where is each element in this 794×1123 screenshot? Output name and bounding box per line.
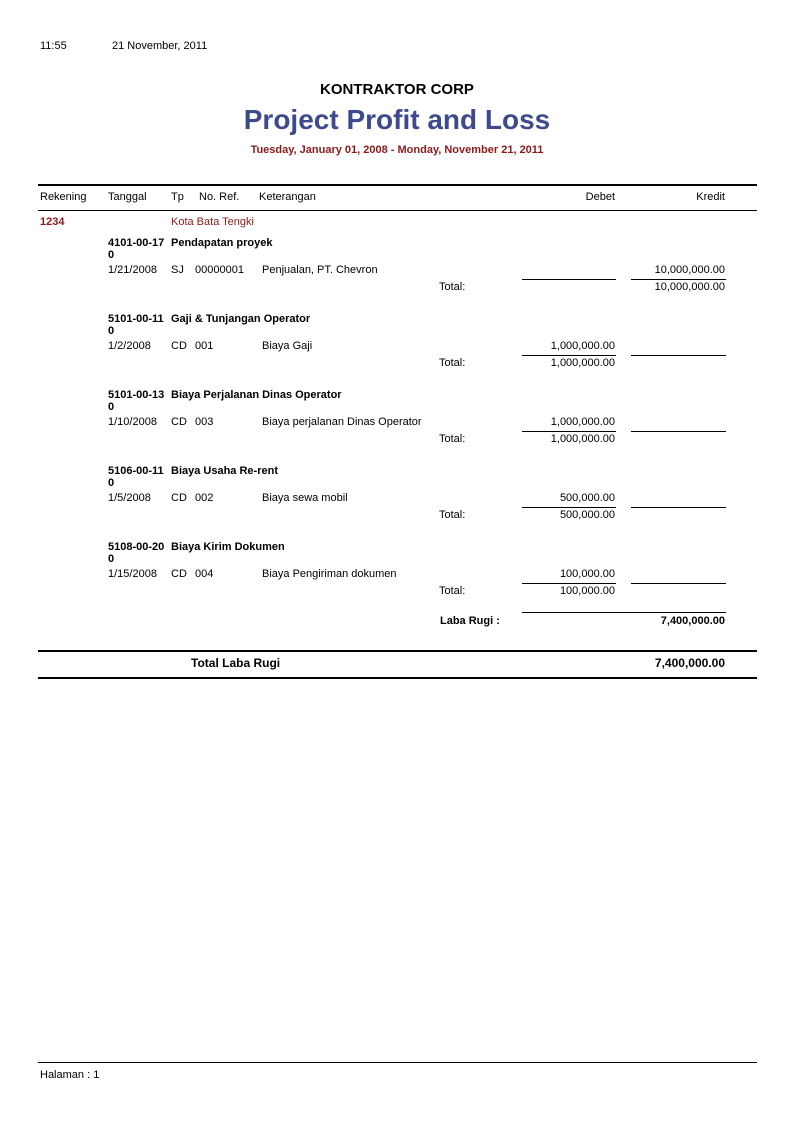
row-ref: 002 [195,492,214,504]
debet-subtotal-rule [522,431,616,432]
total-label: Total: [439,357,466,369]
kredit-subtotal-rule [631,279,726,280]
group-name: Biaya Kirim Dokumen [171,541,285,553]
row-tp: CD [171,568,187,580]
total-label: Total: [439,585,466,597]
report-period: Tuesday, January 01, 2008 - Monday, November 21, 2011 [250,144,544,156]
row-ref: 001 [195,340,214,352]
group-code: 5101-00-11 [108,313,164,325]
footer-rule [38,1062,757,1063]
row-tp: CD [171,416,187,428]
group-code-suffix: 0 [108,477,115,489]
header-top-rule [38,184,757,186]
row-debet: 1,000,000.00 [550,416,615,428]
total-label: Total: [439,281,466,293]
group-code-suffix: 0 [108,249,115,261]
total-laba-rugi-label: Total Laba Rugi [191,656,281,670]
kredit-subtotal-rule [631,583,726,584]
row-debet: 500,000.00 [559,492,615,504]
report-title: Project Profit and Loss [243,104,551,135]
col-rekening: Rekening [40,191,87,203]
row-debet: 1,000,000.00 [550,340,615,352]
total-debet: 1,000,000.00 [550,357,615,369]
project-name: Kota Bata Tengki [171,216,254,228]
row-description: Biaya perjalanan Dinas Operator [262,416,422,428]
row-ref: 004 [195,568,214,580]
company-name: KONTRAKTOR CORP [320,81,474,98]
kredit-subtotal-rule [631,431,726,432]
print-date: 21 November, 2011 [112,40,208,52]
group-code-suffix: 0 [108,401,115,413]
group-code-suffix: 0 [108,553,115,565]
debet-subtotal-rule [522,507,616,508]
laba-rugi-value: 7,400,000.00 [660,615,725,627]
row-description: Biaya Gaji [262,340,313,352]
total-debet: 1,000,000.00 [550,433,615,445]
group-name: Biaya Perjalanan Dinas Operator [171,389,342,401]
kredit-subtotal-rule [631,355,726,356]
group-name: Biaya Usaha Re-rent [171,465,278,477]
group-code-suffix: 0 [108,325,115,337]
laba-rugi-rule [522,612,726,613]
group-code: 5101-00-13 [108,389,165,401]
row-ref: 00000001 [195,264,244,276]
total-label: Total: [439,433,466,445]
col-keterangan: Keterangan [259,191,316,203]
col-no-ref: No. Ref. [199,191,240,203]
row-tp: SJ [171,264,184,276]
print-time: 11:55 [40,40,67,52]
row-date: 1/21/2008 [108,264,157,276]
debet-subtotal-rule [522,355,616,356]
total-laba-rugi-value: 7,400,000.00 [654,656,725,670]
row-tp: CD [171,340,187,352]
total-kredit: 10,000,000.00 [654,281,725,293]
group-name: Gaji & Tunjangan Operator [171,313,311,325]
row-ref: 003 [195,416,214,428]
grand-total-bottom-rule [38,677,757,679]
laba-rugi-label: Laba Rugi : [440,615,500,627]
row-date: 1/15/2008 [108,568,157,580]
group-code: 4101-00-17 [108,237,165,249]
row-description: Biaya sewa mobil [262,492,348,504]
row-tp: CD [171,492,187,504]
group-code: 5108-00-20 [108,541,165,553]
col-debet: Debet [585,191,615,203]
col-tp: Tp [171,191,184,203]
col-kredit: Kredit [696,191,725,203]
row-date: 1/5/2008 [108,492,151,504]
row-date: 1/10/2008 [108,416,157,428]
row-date: 1/2/2008 [108,340,151,352]
group-name: Pendapatan proyek [171,237,273,249]
row-description: Biaya Pengiriman dokumen [262,568,397,580]
kredit-subtotal-rule [631,507,726,508]
row-debet: 100,000.00 [559,568,615,580]
header-bottom-rule [38,210,757,211]
group-code: 5106-00-11 [108,465,164,477]
row-kredit: 10,000,000.00 [654,264,725,276]
total-label: Total: [439,509,466,521]
debet-subtotal-rule [522,583,616,584]
page-number: Halaman : 1 [40,1069,100,1081]
row-description: Penjualan, PT. Chevron [262,264,378,276]
debet-subtotal-rule [522,279,616,280]
total-debet: 100,000.00 [559,585,615,597]
total-debet: 500,000.00 [559,509,615,521]
grand-total-top-rule [38,650,757,652]
account-code: 1234 [40,216,65,228]
col-tanggal: Tanggal [108,191,147,203]
